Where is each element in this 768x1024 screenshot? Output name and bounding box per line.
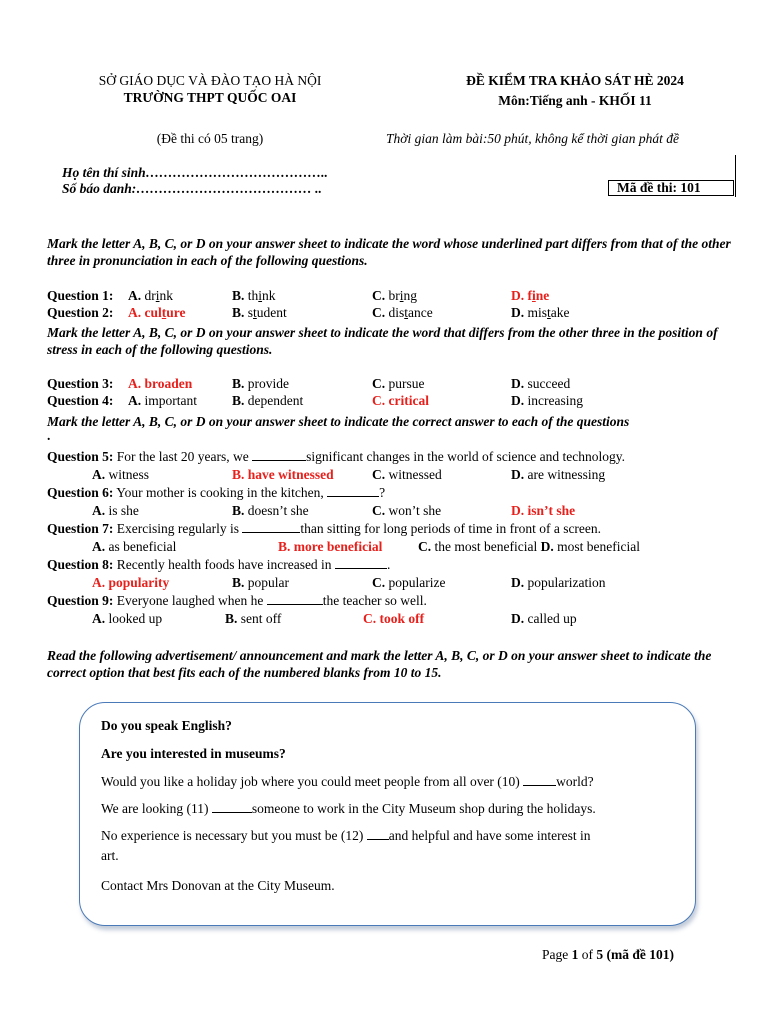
option-b: B. student (232, 305, 287, 320)
option-b-answer: B. more beneficial (278, 539, 383, 554)
option-a: A. witness (92, 467, 149, 482)
options-row (47, 467, 727, 485)
option-c-answer: C. took off (363, 611, 425, 626)
options-row (47, 575, 727, 593)
question-stem: Question 6: Your mother is cooking in the kitchen, ? (47, 485, 386, 500)
advertisement-box (79, 702, 696, 926)
option-d: D. called up (511, 611, 577, 626)
question-row (47, 305, 727, 323)
option-d: D. mistake (511, 305, 570, 320)
option-b: B. think (232, 288, 276, 303)
option-a: A. is she (92, 503, 139, 518)
question-label: Question 3: (47, 376, 114, 391)
question-row (47, 376, 727, 394)
option-c: C. won’t she (372, 503, 442, 518)
page-footer: Page 1 of 5 (mã đề 101) (542, 947, 674, 962)
candidate-name-line: Họ tên thí sinh………………………………….. (62, 165, 328, 180)
advert-heading-1: Do you speak English? (101, 718, 232, 733)
dept-name: SỞ GIÁO DỤC VÀ ĐÀO TẠO HÀ NỘI (98, 73, 322, 88)
option-d: D. increasing (511, 393, 583, 408)
question-label: Question 1: (47, 288, 114, 303)
options-row (47, 503, 727, 521)
options-row (47, 539, 727, 557)
code-box-right-line (735, 155, 736, 197)
advert-contact: Contact Mrs Donovan at the City Museum. (101, 878, 335, 893)
option-c-answer: C. critical (372, 393, 429, 408)
options-row (47, 611, 727, 629)
exam-code-box (608, 180, 734, 196)
section3-dot: . (47, 428, 51, 443)
option-a: A. drink (128, 288, 174, 303)
time-note: Thời gian làm bài:50 phút, không kể thời gian phát đề (386, 131, 680, 146)
option-b: B. sent off (225, 611, 282, 626)
option-d-answer: D. fine (511, 288, 550, 303)
option-a: A. important (128, 393, 197, 408)
option-d-answer: D. isn’t she (511, 503, 576, 518)
option-d: D. succeed (511, 376, 571, 391)
option-b: B. doesn’t she (232, 503, 309, 518)
advert-heading-2: Are you interested in museums? (101, 746, 286, 761)
candidate-id-line: Số báo danh:………………………………… .. (62, 181, 322, 196)
question-stem: Question 9: Everyone laughed when he the teacher so well. (47, 593, 427, 608)
exam-title: ĐỀ KIỂM TRA KHẢO SÁT HÈ 2024 (466, 73, 684, 88)
question-stem: Question 8: Recently health foods have increased in . (47, 557, 391, 572)
option-c: C. bring (372, 288, 418, 303)
section1-instruction: Mark the letter A, B, C, or D on your answer sheet to indicate the word whose underlined part differs from that of the other three in pronunciation in each of the following questions. (47, 236, 731, 268)
option-c: C. popularize (372, 575, 446, 590)
option-b: B. popular (232, 575, 290, 590)
pages-note: (Đề thi có 05 trang) (156, 131, 264, 146)
option-b: B. dependent (232, 393, 304, 408)
question-stem: Question 7: Exercising regularly is than sitting for long periods of time in front of a screen. (47, 521, 602, 536)
advert-line-10: Would you like a holiday job where you could meet people from all over (10) world? (101, 774, 594, 789)
option-c: C. pursue (372, 376, 425, 391)
option-b: B. provide (232, 376, 290, 391)
section3-instruction: Mark the letter A, B, C, or D on your answer sheet to indicate the correct answer to each of the questions (47, 414, 630, 429)
question-label: Question 2: (47, 305, 114, 320)
option-a-answer: A. broaden (128, 376, 193, 391)
subject-line: Môn:Tiếng anh - KHỐI 11 (498, 93, 652, 108)
school-name: TRƯỜNG THPT QUỐC OAI (123, 90, 297, 105)
option-c: C. witnessed (372, 467, 442, 482)
advert-line-11: We are looking (11) someone to work in the City Museum shop during the holidays. (101, 801, 596, 816)
option-d: D. are witnessing (511, 467, 606, 482)
question-row (47, 288, 727, 306)
option-c: C. the most beneficial D. most beneficial (418, 539, 640, 554)
option-d: D. popularization (511, 575, 606, 590)
question-label: Question 4: (47, 393, 114, 408)
option-b-answer: B. have witnessed (232, 467, 334, 482)
question-stem: Question 5: For the last 20 years, we significant changes in the world of science and technology. (47, 449, 626, 464)
option-a: A. as beneficial (92, 539, 177, 554)
exam-code: Mã đề thi: 101 (617, 180, 701, 195)
option-a-answer: A. culture (128, 305, 186, 320)
section4-instruction: Read the following advertisement/ announcement and mark the letter A, B, C, or D on your answer sheet to indicate the correct option that best fits each of the numbered blanks from 10 to 15. (47, 648, 712, 680)
option-a: A. looked up (92, 611, 163, 626)
option-c: C. distance (372, 305, 433, 320)
advert-line-12-cont: art. (101, 848, 119, 863)
question-row (47, 393, 727, 411)
section2-instruction: Mark the letter A, B, C, or D on your answer sheet to indicate the word that differs from the other three in the position of stress in each of the following questions. (47, 325, 718, 357)
advert-line-12: No experience is necessary but you must be (12) and helpful and have some interest in (101, 828, 591, 843)
option-a-answer: A. popularity (92, 575, 170, 590)
